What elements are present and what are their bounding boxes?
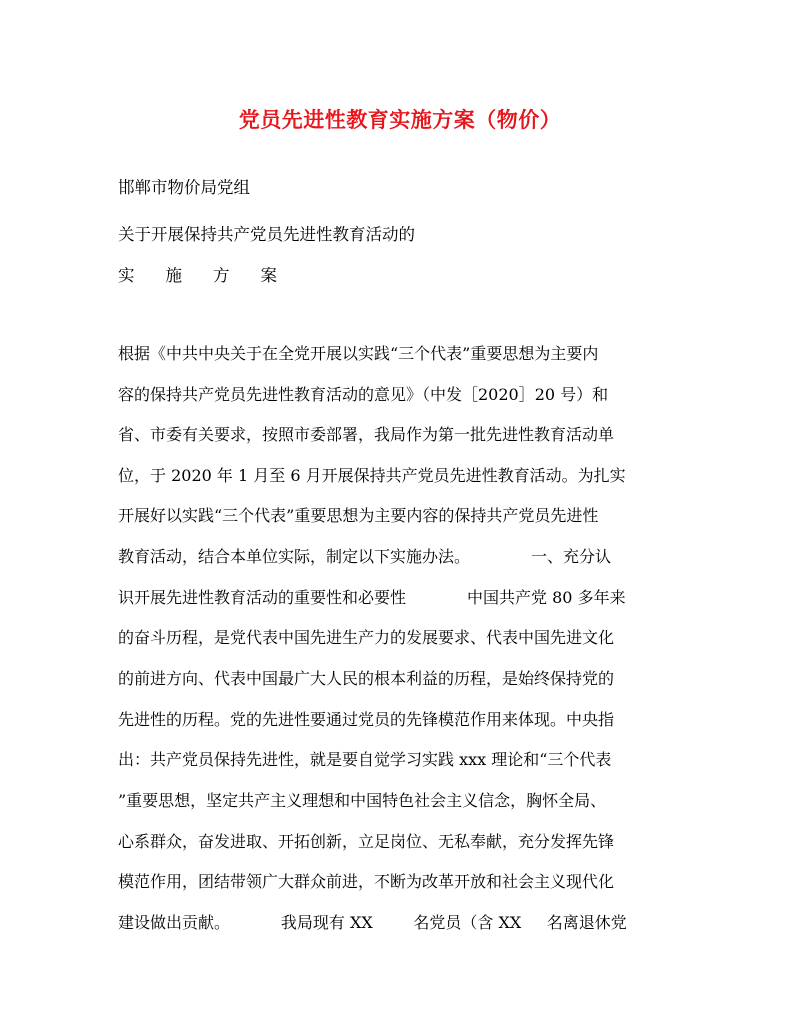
body-line: 出：共产党员保持先进性，就是要自觉学习实践 xxx 理论和“三个代表 bbox=[118, 750, 612, 769]
body-line: 根据《中共中央关于在全党开展以实践“三个代表”重要思想为主要内 bbox=[118, 344, 599, 363]
document-title: 党员先进性教育实施方案（物价） bbox=[238, 107, 562, 132]
body-line: 教育活动，结合本单位实际，制定以下实施办法。 一、充分认 bbox=[118, 547, 612, 566]
header-line-plan: 实施方案 bbox=[118, 266, 308, 285]
body-line: 识开展先进性教育活动的重要性和必要性 中国共产党 80 多年来 bbox=[118, 588, 626, 607]
body-line: 位，于 2020 年 1 月至 6 月开展保持共产党员先进性教育活动。为扎实 bbox=[118, 466, 626, 485]
body-line: 省、市委有关要求，按照市委部署，我局作为第一批先进性教育活动单 bbox=[118, 425, 615, 444]
body-line: 容的保持共产党员先进性教育活动的意见》（中发［2020］20 号）和 bbox=[118, 385, 609, 404]
body-line: 先进性的历程。党的先进性要通过党员的先锋模范作用来体现。中央指 bbox=[118, 710, 615, 729]
body-line: 的奋斗历程，是党代表中国先进生产力的发展要求、代表中国先进文化 bbox=[118, 628, 615, 647]
body-line: ”重要思想，坚定共产主义理想和中国特色社会主义信念，胸怀全局、 bbox=[118, 791, 607, 810]
body-line: 开展好以实践“三个代表”重要思想为主要内容的保持共产党员先进性 bbox=[118, 506, 599, 525]
body-line: 的前进方向、代表中国最广大人民的根本利益的历程，是始终保持党的 bbox=[118, 669, 615, 688]
header-line-org: 邯郸市物价局党组 bbox=[118, 178, 250, 197]
body-line: 模范作用，团结带领广大群众前进，不断为改革开放和社会主义现代化 bbox=[118, 872, 615, 891]
body-line: 建设做出贡献。 我局现有 XX 名党员（含 XX 名离退休党 bbox=[118, 913, 627, 932]
body-line: 心系群众，奋发进取、开拓创新，立足岗位、无私奉献，充分发挥先锋 bbox=[118, 832, 615, 851]
header-line-subject: 关于开展保持共产党员先进性教育活动的 bbox=[118, 225, 415, 244]
